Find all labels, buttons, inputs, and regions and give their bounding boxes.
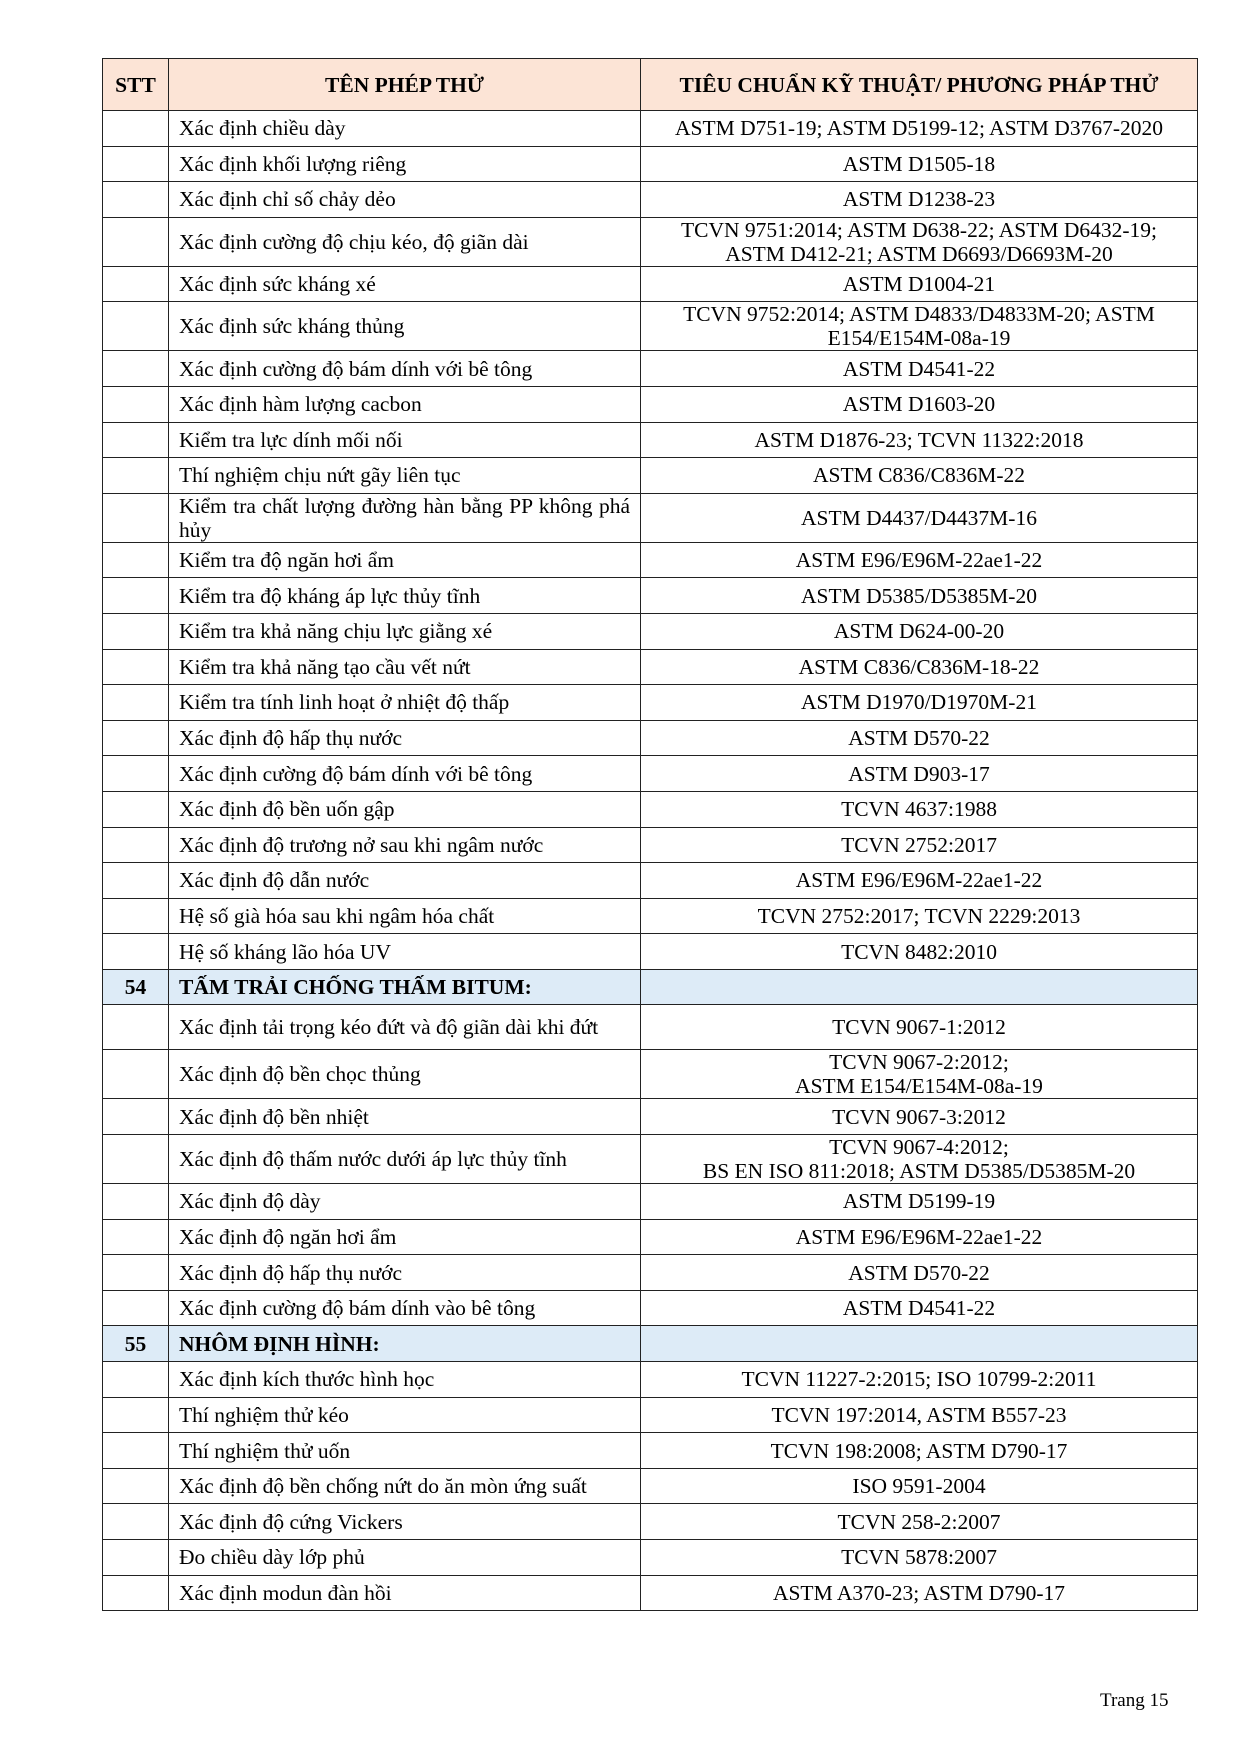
row-test-name: Thí nghiệm thử kéo <box>169 1397 641 1433</box>
table-row <box>103 1540 1198 1576</box>
table-row <box>103 493 1198 542</box>
row-test-name: Xác định hàm lượng cacbon <box>169 386 641 422</box>
row-test-name: Xác định modun đàn hồi <box>169 1575 641 1611</box>
row-stt <box>103 1575 169 1611</box>
row-standard: TCVN 197:2014, ASTM B557-23 <box>641 1397 1198 1433</box>
row-test-name: Xác định cường độ chịu kéo, độ giãn dài <box>169 217 641 266</box>
row-test-name: Xác định độ bền nhiệt <box>169 1099 641 1135</box>
row-test-name: Xác định độ thấm nước dưới áp lực thủy tĩnh <box>169 1135 641 1184</box>
table-row <box>103 827 1198 863</box>
row-standard: ASTM A370-23; ASTM D790-17 <box>641 1575 1198 1611</box>
table-row <box>103 720 1198 756</box>
header-stt: STT <box>103 59 169 111</box>
row-stt <box>103 898 169 934</box>
row-standard: ASTM E96/E96M-22ae1-22 <box>641 1219 1198 1255</box>
table-row <box>103 1255 1198 1291</box>
row-stt <box>103 1540 169 1576</box>
row-stt <box>103 386 169 422</box>
row-standard: TCVN 2752:2017; TCVN 2229:2013 <box>641 898 1198 934</box>
table-row <box>103 1433 1198 1469</box>
row-test-name: Kiểm tra chất lượng đường hàn bằng PP không phá hủy <box>169 493 641 542</box>
row-test-name: Xác định khối lượng riêng <box>169 146 641 182</box>
row-standard: ASTM D1004-21 <box>641 266 1198 302</box>
row-standard: ASTM C836/C836M-22 <box>641 458 1198 494</box>
table-row <box>103 1005 1198 1050</box>
row-standard: TCVN 8482:2010 <box>641 934 1198 970</box>
table-row <box>103 1504 1198 1540</box>
row-standard: ASTM D1876-23; TCVN 11322:2018 <box>641 422 1198 458</box>
row-stt <box>103 1433 169 1469</box>
table-header-row <box>103 59 1198 111</box>
table-row <box>103 266 1198 302</box>
row-test-name: Xác định độ cứng Vickers <box>169 1504 641 1540</box>
row-stt <box>103 1504 169 1540</box>
row-test-name: Thí nghiệm chịu nứt gãy liên tục <box>169 458 641 494</box>
row-stt: 55 <box>103 1326 169 1362</box>
row-stt <box>103 1468 169 1504</box>
table-row <box>103 1135 1198 1184</box>
row-test-name: Xác định độ hấp thụ nước <box>169 1255 641 1291</box>
row-standard: ASTM D1238-23 <box>641 182 1198 218</box>
row-test-name: NHÔM ĐỊNH HÌNH: <box>169 1326 641 1362</box>
row-standard: TCVN 4637:1988 <box>641 791 1198 827</box>
row-standard: TCVN 9067-2:2012; ASTM E154/E154M-08a-19 <box>641 1050 1198 1099</box>
row-stt <box>103 302 169 351</box>
row-stt <box>103 1255 169 1291</box>
row-stt <box>103 649 169 685</box>
row-test-name: Đo chiều dày lớp phủ <box>169 1540 641 1576</box>
table-row <box>103 1219 1198 1255</box>
table-row <box>103 685 1198 721</box>
row-test-name: Kiểm tra độ ngăn hơi ẩm <box>169 542 641 578</box>
row-test-name: Xác định độ bền chọc thủng <box>169 1050 641 1099</box>
row-stt <box>103 1397 169 1433</box>
table-row <box>103 1397 1198 1433</box>
row-stt <box>103 1005 169 1050</box>
section-row <box>103 969 1198 1005</box>
test-standards-table <box>102 58 1198 1611</box>
row-test-name: Xác định độ ngăn hơi ẩm <box>169 1219 641 1255</box>
row-standard: TCVN 11227-2:2015; ISO 10799-2:2011 <box>641 1362 1198 1398</box>
table-row <box>103 1290 1198 1326</box>
row-test-name: Xác định độ trương nở sau khi ngâm nước <box>169 827 641 863</box>
row-test-name: Hệ số kháng lão hóa UV <box>169 934 641 970</box>
row-stt <box>103 266 169 302</box>
row-stt <box>103 111 169 147</box>
row-standard: ASTM D1603-20 <box>641 386 1198 422</box>
row-stt <box>103 613 169 649</box>
table-row <box>103 1184 1198 1220</box>
row-standard: ISO 9591-2004 <box>641 1468 1198 1504</box>
table-row <box>103 217 1198 266</box>
row-stt <box>103 217 169 266</box>
row-stt <box>103 351 169 387</box>
row-stt <box>103 542 169 578</box>
row-test-name: Xác định độ bền chống nứt do ăn mòn ứng suất <box>169 1468 641 1504</box>
row-standard <box>641 969 1198 1005</box>
row-stt <box>103 1290 169 1326</box>
table-row <box>103 613 1198 649</box>
row-test-name: Kiểm tra độ kháng áp lực thủy tĩnh <box>169 578 641 614</box>
row-test-name: Xác định kích thước hình học <box>169 1362 641 1398</box>
row-test-name: Xác định chiều dày <box>169 111 641 147</box>
row-standard: ASTM C836/C836M-18-22 <box>641 649 1198 685</box>
table-row <box>103 386 1198 422</box>
row-standard: ASTM D5385/D5385M-20 <box>641 578 1198 614</box>
row-stt <box>103 756 169 792</box>
row-test-name: Kiểm tra tính linh hoạt ở nhiệt độ thấp <box>169 685 641 721</box>
table-row <box>103 111 1198 147</box>
row-standard: ASTM D1505-18 <box>641 146 1198 182</box>
table-row <box>103 756 1198 792</box>
row-stt <box>103 863 169 899</box>
table-row <box>103 302 1198 351</box>
row-stt <box>103 934 169 970</box>
row-stt <box>103 1099 169 1135</box>
row-standard: TCVN 9067-4:2012; BS EN ISO 811:2018; ASTM D5385/D5385M-20 <box>641 1135 1198 1184</box>
row-stt <box>103 458 169 494</box>
table-row <box>103 1050 1198 1099</box>
section-row <box>103 1326 1198 1362</box>
row-stt <box>103 1050 169 1099</box>
row-standard: TCVN 198:2008; ASTM D790-17 <box>641 1433 1198 1469</box>
row-standard: ASTM D570-22 <box>641 1255 1198 1291</box>
row-stt <box>103 146 169 182</box>
row-test-name: Xác định tải trọng kéo đứt và độ giãn dài khi đứt <box>169 1005 641 1050</box>
row-standard: ASTM D570-22 <box>641 720 1198 756</box>
table-row <box>103 458 1198 494</box>
row-standard: TCVN 258-2:2007 <box>641 1504 1198 1540</box>
row-test-name: Xác định sức kháng thủng <box>169 302 641 351</box>
row-standard: ASTM D1970/D1970M-21 <box>641 685 1198 721</box>
table-row <box>103 542 1198 578</box>
row-standard: ASTM D624-00-20 <box>641 613 1198 649</box>
table-row <box>103 863 1198 899</box>
table-body <box>103 111 1198 1611</box>
row-test-name: Hệ số già hóa sau khi ngâm hóa chất <box>169 898 641 934</box>
row-stt <box>103 493 169 542</box>
row-stt <box>103 1184 169 1220</box>
row-stt <box>103 720 169 756</box>
table-row <box>103 791 1198 827</box>
row-standard: ASTM E96/E96M-22ae1-22 <box>641 863 1198 899</box>
table-row <box>103 1099 1198 1135</box>
row-test-name: Xác định độ dày <box>169 1184 641 1220</box>
table-row <box>103 146 1198 182</box>
row-stt <box>103 827 169 863</box>
row-standard: ASTM D903-17 <box>641 756 1198 792</box>
table-row <box>103 578 1198 614</box>
row-test-name: Xác định độ bền uốn gập <box>169 791 641 827</box>
row-stt <box>103 182 169 218</box>
row-test-name: Xác định cường độ bám dính với bê tông <box>169 351 641 387</box>
row-test-name: Kiểm tra khả năng chịu lực giằng xé <box>169 613 641 649</box>
row-test-name: Xác định sức kháng xé <box>169 266 641 302</box>
header-standard: TIÊU CHUẨN KỸ THUẬT/ PHƯƠNG PHÁP THỬ <box>641 59 1198 111</box>
row-test-name: Xác định độ dẫn nước <box>169 863 641 899</box>
row-standard: ASTM D4541-22 <box>641 1290 1198 1326</box>
page-number: Trang 15 <box>1100 1690 1169 1711</box>
row-test-name: Xác định độ hấp thụ nước <box>169 720 641 756</box>
row-test-name: Xác định chỉ số chảy dẻo <box>169 182 641 218</box>
row-standard: ASTM D4541-22 <box>641 351 1198 387</box>
table-row <box>103 1362 1198 1398</box>
row-standard: TCVN 5878:2007 <box>641 1540 1198 1576</box>
row-standard: ASTM D5199-19 <box>641 1184 1198 1220</box>
table-row <box>103 1468 1198 1504</box>
row-standard: TCVN 2752:2017 <box>641 827 1198 863</box>
header-test-name: TÊN PHÉP THỬ <box>169 59 641 111</box>
row-standard: TCVN 9752:2014; ASTM D4833/D4833M-20; ASTM E154/E154M-08a-19 <box>641 302 1198 351</box>
row-stt: 54 <box>103 969 169 1005</box>
row-standard: ASTM D751-19; ASTM D5199-12; ASTM D3767-2020 <box>641 111 1198 147</box>
row-test-name: Thí nghiệm thử uốn <box>169 1433 641 1469</box>
table-row <box>103 351 1198 387</box>
row-stt <box>103 685 169 721</box>
table-row <box>103 1575 1198 1611</box>
row-standard: ASTM E96/E96M-22ae1-22 <box>641 542 1198 578</box>
row-stt <box>103 791 169 827</box>
row-stt <box>103 578 169 614</box>
row-standard: TCVN 9067-3:2012 <box>641 1099 1198 1135</box>
row-standard <box>641 1326 1198 1362</box>
table-row <box>103 934 1198 970</box>
table-row <box>103 649 1198 685</box>
row-stt <box>103 1135 169 1184</box>
row-stt <box>103 1362 169 1398</box>
row-standard: ASTM D4437/D4437M-16 <box>641 493 1198 542</box>
table-row <box>103 898 1198 934</box>
row-test-name: Xác định cường độ bám dính với bê tông <box>169 756 641 792</box>
row-standard: TCVN 9067-1:2012 <box>641 1005 1198 1050</box>
table-row <box>103 182 1198 218</box>
row-test-name: Kiểm tra lực dính mối nối <box>169 422 641 458</box>
row-stt <box>103 1219 169 1255</box>
row-test-name: Xác định cường độ bám dính vào bê tông <box>169 1290 641 1326</box>
table-row <box>103 422 1198 458</box>
row-standard: TCVN 9751:2014; ASTM D638-22; ASTM D6432-19; ASTM D412-21; ASTM D6693/D6693M-20 <box>641 217 1198 266</box>
row-stt <box>103 422 169 458</box>
row-test-name: Kiểm tra khả năng tạo cầu vết nứt <box>169 649 641 685</box>
row-test-name: TẤM TRẢI CHỐNG THẤM BITUM: <box>169 969 641 1005</box>
